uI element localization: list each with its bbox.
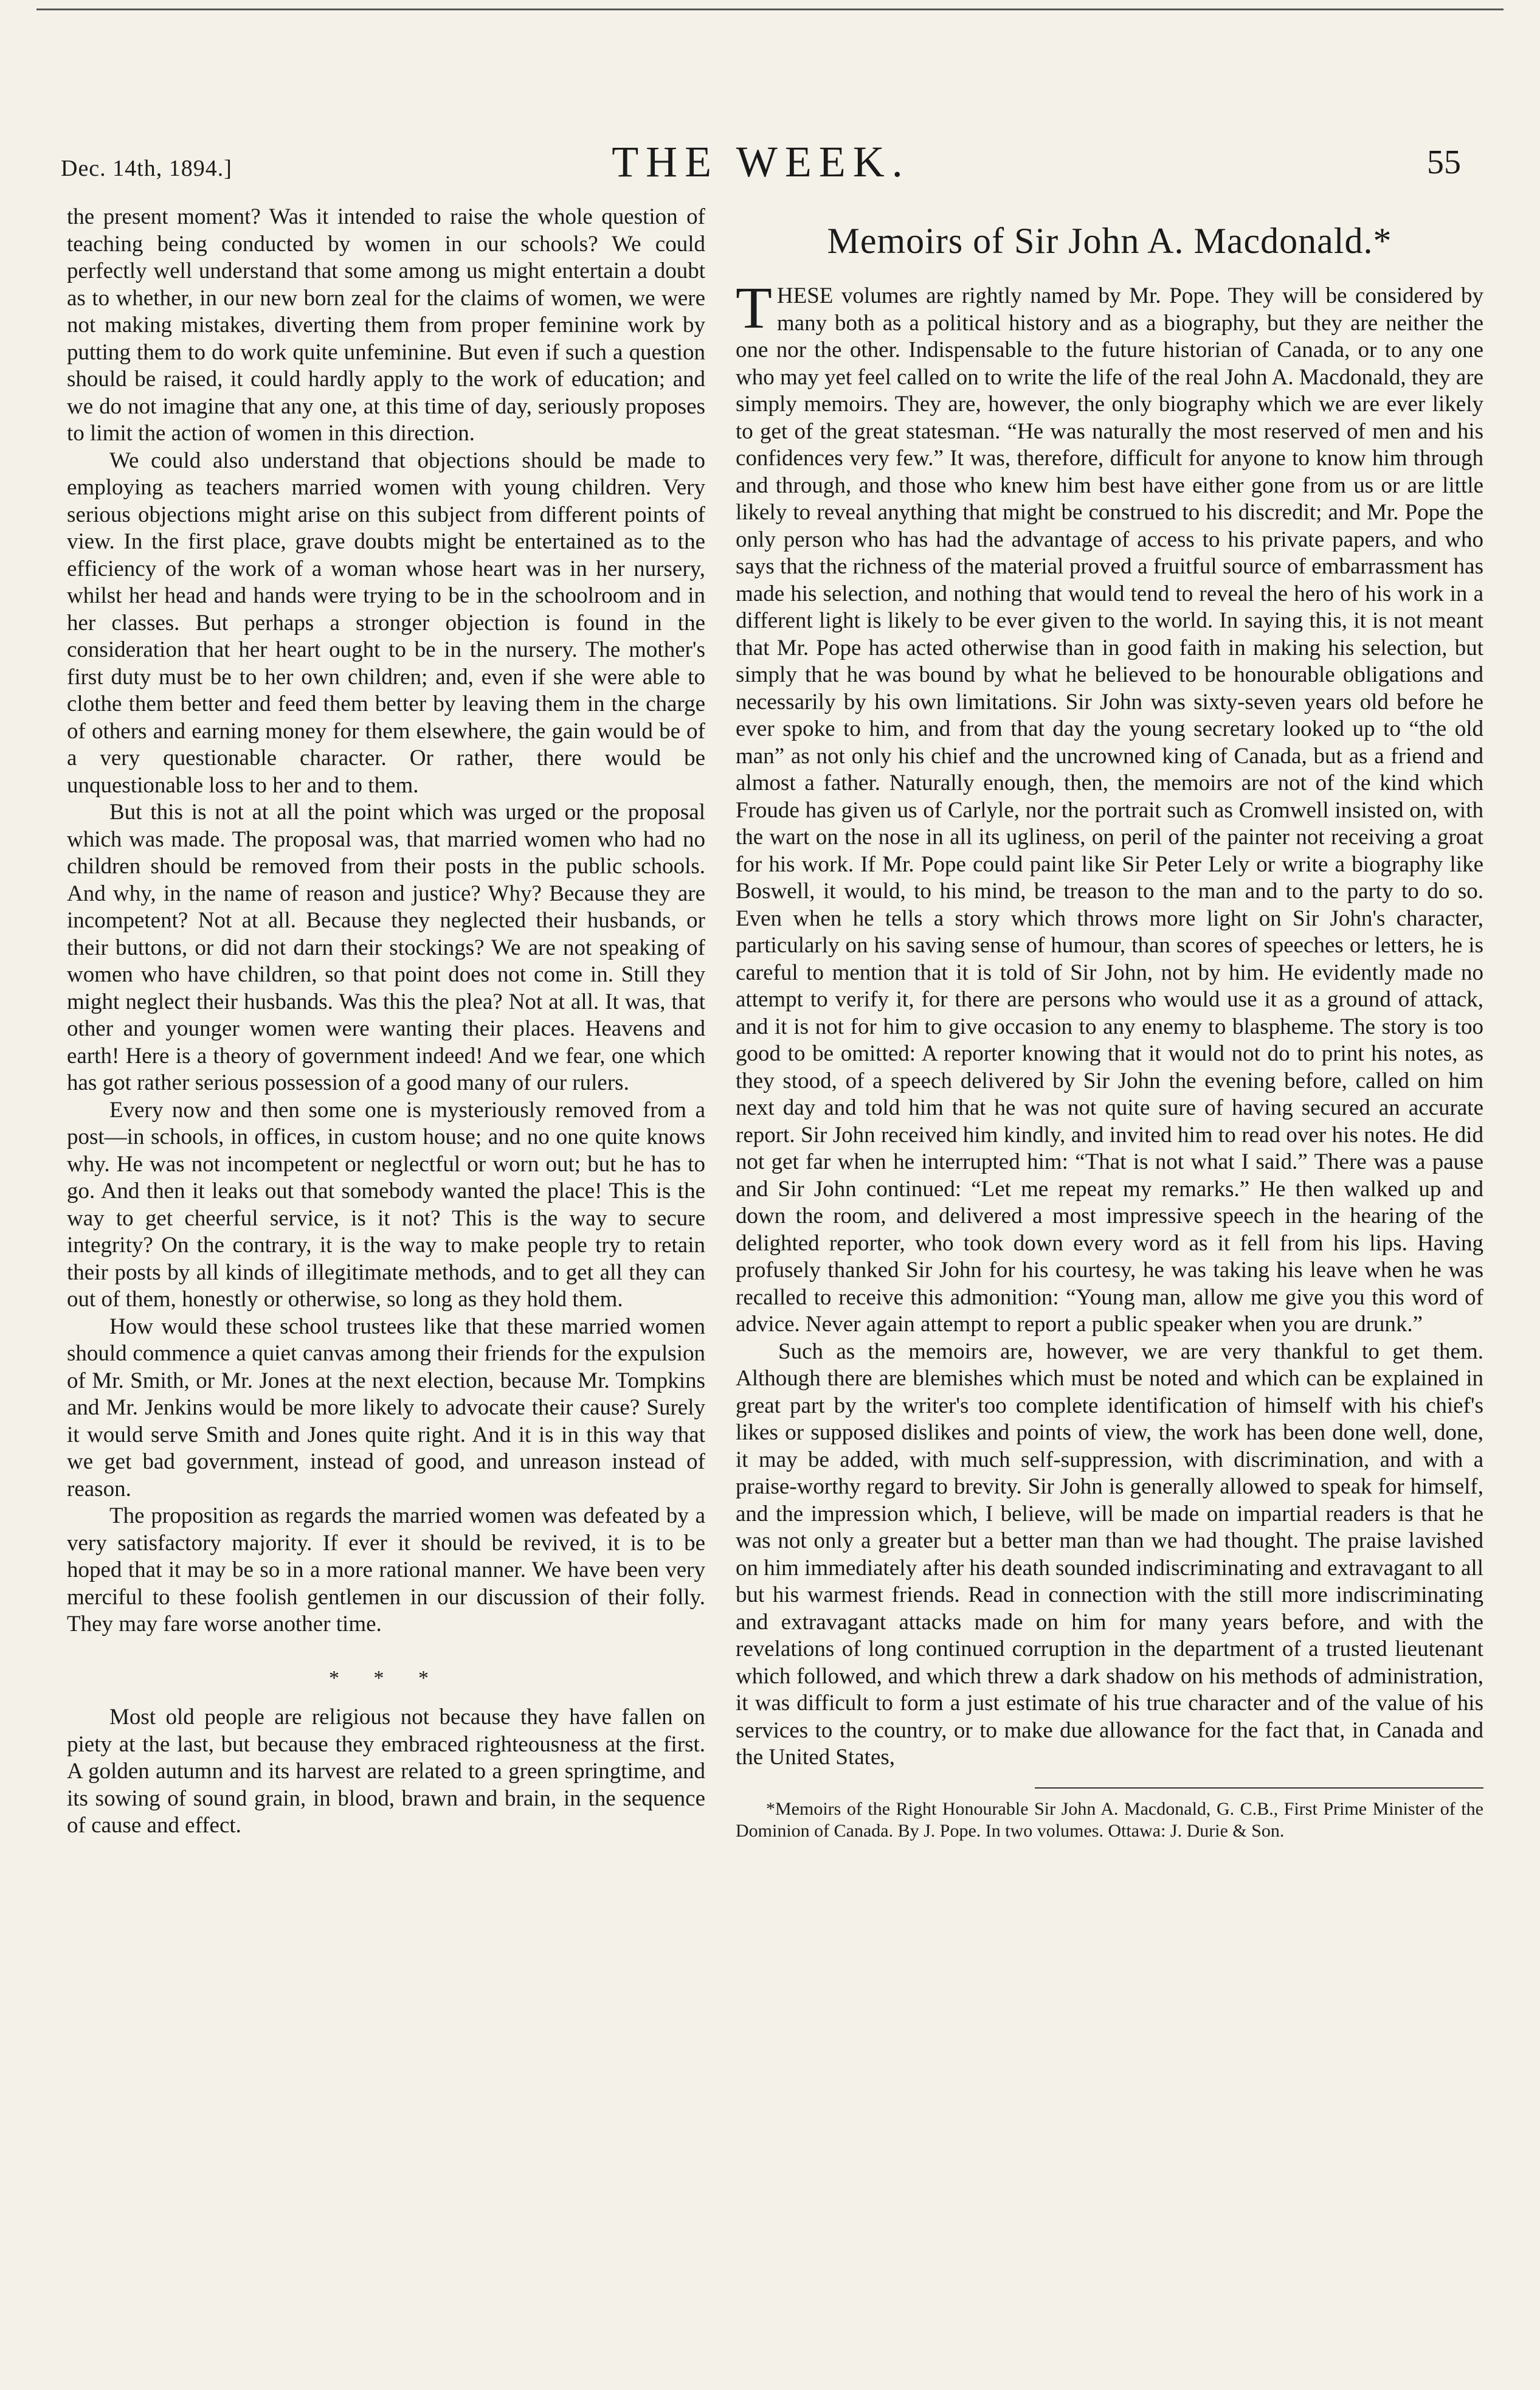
left-paragraph-6: The proposition as regards the married women was defeated by a very satisfactory majority. If ever it should be revived, it is to be hoped that it may be so in a more rational manner. We have been very merciful to these foolish gentlemen in our discussion of their folly. They may fare worse another time. — [67, 1503, 705, 1637]
issue-date: Dec. 14th, 1894.] — [61, 156, 232, 181]
left-paragraph-2: We could also understand that objections should be made to employing as teachers married women with young children. Very serious objections might arise on this subject from different points of view. In the first place, grave doubts might be entertained as to the efficiency of the work of a woman whose heart was in her nursery, whilst her head and hands were trying to be in the schoolroom and in her classes. But perhaps a stronger objection is found in the consideration that her heart ought to be in the nursery. The mother's first duty must be to her own children; and, even if she were able to clothe them better and feed them better by leaving them in the charge of others and earning money for them elsewhere, the gain would be of a very questionable character. Or rather, there would be unquestionable loss to her and to them. — [67, 448, 705, 798]
right-paragraph-2: Such as the memoirs are, however, we are very thankful to get them. Although there are blemishes which must be noted and which can be explained in great part by the writer's too complete identification of himself with his chief's likes or supposed dislikes and points of view, the work has been done well, done, it may be added, with much self-suppression, with discrimination, and with a praise-worthy regard to brevity. Sir John is generally allowed to speak for himself, and the impression which, I believe, will be made on impartial readers is that he was not only a greater but a better man than we had thought. The praise lavished on him immediately after his death sounded indiscriminating and extravagant to all but his warmest friends. Read in connection with the still more indiscriminating and extravagant attacks made on him for many years before, and with the revelations of long continued corruption in the department of a trusted lieutenant which followed, and which threw a dark shadow on his methods of administration, it was difficult to form a just estimate of his true character and of the value of his services to the country, or to make due allowance for the fact that, in Canada and the United States, — [736, 1339, 1483, 1770]
section-separator: * * * — [329, 1666, 443, 1689]
right-paragraph-1: THESE volumes are rightly named by Mr. Pope. They will be considered by many both as a political history and as a biography, but they are neither the one nor the other. Indispensable to the future historian of Canada, or to any one who may yet feel called on to write the life of the real John A. Macdonald, they are simply memoirs. They are, however, the only biography which we are ever likely to get of the great statesman. “He was naturally the most reserved of men and his confidences very few.” It was, therefore, difficult for anyone to know him through and through, and those who knew him best have either gone from us or are little likely to reveal anything that might be construed to his discredit; and Mr. Pope the only person who has had the advantage of access to his private papers, and who says that the richness of the material proved a fruitful source of embarrassment has made his selection, and nothing that would tend to reveal the hero of his work in a different light is likely to be ever given to the world. In saying this, it is not meant that Mr. Pope has acted otherwise than in good faith in making his selection, but simply that he was bound by what he believed to be honourable obligations and necessarily by his own limitations. Sir John was sixty-seven years old before he ever spoke to him, and from that day the young secretary looked up to “the old man” as not only his chief and the uncrowned king of Canada, but as a friend and almost a father. Naturally enough, then, the memoirs are not of the kind which Froude has given us of Carlyle, nor the portrait such as Cromwell insisted on, with the wart on the nose in all its ugliness, on peril of the painter not receiving a groat for his work. If Mr. Pope could paint like Sir Peter Lely or write a biography like Boswell, it would, to his mind, be treason to the man and to the party to do so. Even when he tells a story which throws more light on Sir John's character, particularly on his saving sense of humour, than scores of speeches or letters, he is careful to mention that it is told of Sir John, not by him. He evidently made no attempt to verify it, for there are persons who would use it as a ground of attack, and it is not for him to give occasion to any enemy to blaspheme. The story is too good to be omitted: A reporter knowing that it would not do to print his notes, as they stood, of a speech delivered by Sir John the evening before, called on him next day and told him that he was not quite sure of having secured an accurate report. Sir John received him kindly, and invited him to read over his notes. He did not get far when he interrupted him: “That is not what I said.” There was a pause and Sir John continued: “Let me repeat my remarks.” He then walked up and down the room, and delivered a most impressive speech in the hearing of the delighted reporter, who took down every word as it fell from his lips. Having profusely thanked Sir John for his courtesy, he was taking his leave when he was recalled to receive this admonition: “Young man, allow me give you this word of advice. Never again attempt to report a public speaker when you are drunk.” — [736, 275, 1483, 1337]
article-title: Memoirs of Sir John A. Macdonald.* — [827, 221, 1392, 261]
left-closing-paragraph: Most old people are religious not because they have fallen on piety at the last, but because they embraced righteousness at the first. A golden autumn and its harvest are related to a green springtime, and its sowing of sound grain, in blood, brawn and brain, in the sequence of cause and effect. — [67, 1705, 705, 1838]
right-column — [736, 204, 1483, 1842]
page-number: 55 — [1427, 144, 1461, 181]
left-paragraph-4: Every now and then some one is mysteriously removed from a post—in schools, in offices, in custom house; and no one quite knows why. He was not incompetent or neglectful or worn out; but he has to go. And then it leaks out that somebody wanted the place! This is the way to get cheerful service, is it not? This is the way to secure integrity? On the contrary, it is the way to make people try to retain their posts by all kinds of illegitimate methods, and to get all they can out of them, honestly or otherwise, so long as they hold them. — [67, 1097, 705, 1312]
publication-title: THE WEEK. — [612, 137, 910, 186]
footnote-rule — [1035, 1787, 1483, 1789]
footnote: *Memoirs of the Right Honourable Sir John A. Macdonald, G. C.B., First Prime Minister of the Dominion of Canada. By J. Pope. In two volumes. Ottawa: J. Durie & Son. — [736, 1798, 1483, 1841]
left-paragraph-1: the present moment? Was it intended to raise the whole question of teaching being conducted by women in our schools? We could perfectly well understand that some among us might entertain a doubt as to whether, in our new born zeal for the claims of women, we were not making mistakes, diverting them from proper feminine work by putting them to do work quite unfeminine. But even if such a question should be raised, it could hardly apply to the work of education; and we do not imagine that any one, at this time of day, seriously proposes to limit the action of women in this direction. — [67, 204, 705, 446]
top-rule — [36, 9, 1504, 10]
left-paragraph-3: But this is not at all the point which was urged or the proposal which was made. The proposal was, that married women who had no children should be removed from their posts in the public schools. And why, in the name of reason and justice? Why? Because they are incompetent? Not at all. Because they neglected their husbands, or their buttons, or did not darn their stockings? We are not speaking of women who have children, so that point does not come in. Still they might neglect their husbands. Was this the plea? Not at all. It was, that other and younger women were wanting their places. Heavens and earth! Here is a theory of government indeed! And we fear, one which has got rather serious possession of a good many of our rulers. — [67, 800, 705, 1095]
left-column — [67, 204, 705, 1840]
left-paragraph-5: How would these school trustees like that these married women should commence a quiet canvas among their friends for the expulsion of Mr. Smith, or Mr. Jones at the next election, because Mr. Tompkins and Mr. Jenkins would be more likely to advocate their cause? Surely it would serve Smith and Jones quite right. And it is in this way that we get bad government, instead of good, and unreason instead of reason. — [67, 1314, 705, 1502]
page-header — [61, 131, 1461, 198]
